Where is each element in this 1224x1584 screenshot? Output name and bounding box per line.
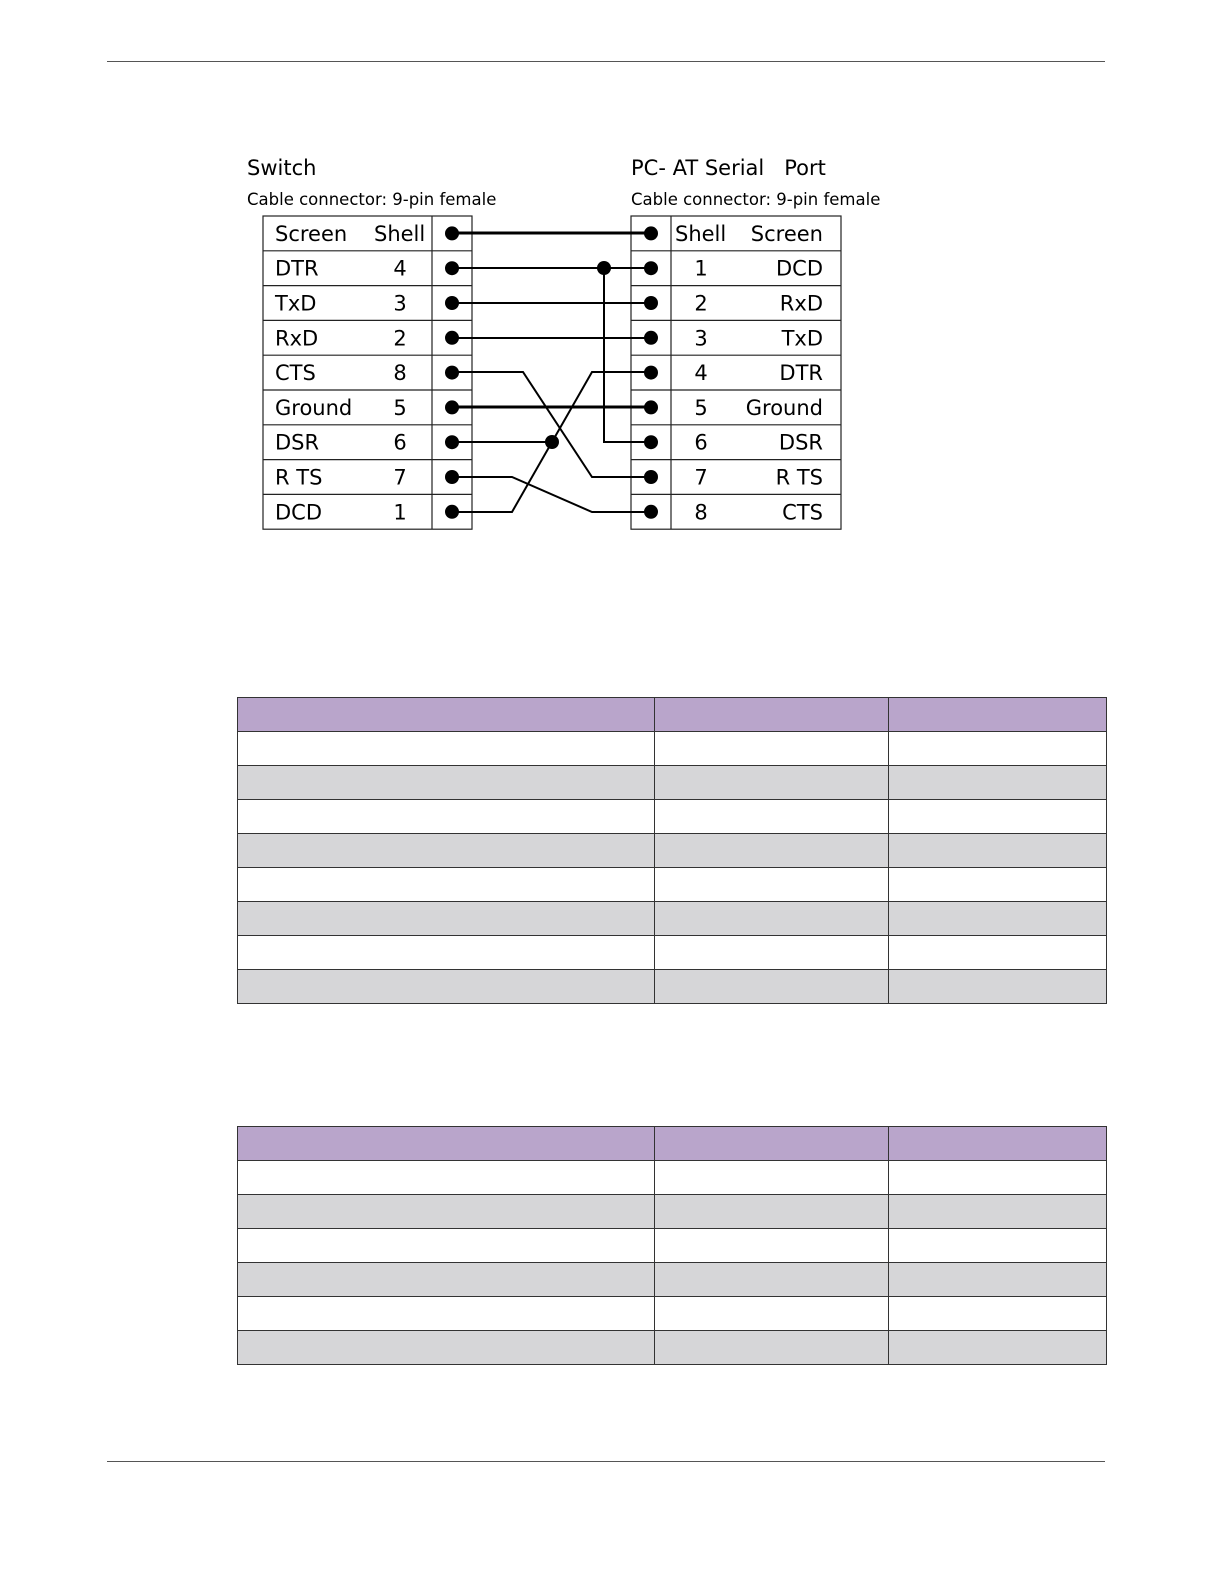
table-1 xyxy=(237,697,1107,1004)
left-pin-number: 8 xyxy=(393,361,407,386)
right-pin-dot xyxy=(644,331,658,345)
right-signal-label: RxD xyxy=(779,291,823,316)
left-signal-label: DCD xyxy=(275,500,323,525)
right-pin-number: Shell xyxy=(675,221,727,246)
left-signal-label: Screen xyxy=(275,221,348,246)
left-pin-labels xyxy=(274,222,425,524)
left-pin-dot xyxy=(445,226,459,240)
left-pin-dot xyxy=(445,505,459,519)
table-row xyxy=(238,1331,1107,1365)
table-header-row xyxy=(238,698,1107,732)
left-pin-number: 4 xyxy=(393,256,407,281)
left-pin-dot xyxy=(445,400,459,414)
right-pin-number: 6 xyxy=(694,430,708,455)
right-pin-dot xyxy=(644,435,658,449)
right-pin-number: 5 xyxy=(694,395,708,420)
right-signal-label: DSR xyxy=(778,430,823,455)
serial-cable-pinout-diagram xyxy=(0,0,1224,560)
left-pin-dot xyxy=(445,435,459,449)
table-row xyxy=(238,936,1107,970)
table-row xyxy=(238,732,1107,766)
wire-rts-cts xyxy=(452,477,651,512)
right-signal-label: R TS xyxy=(775,465,823,490)
right-pin-dot xyxy=(644,226,658,240)
right-connector-subtitle: Cable connector: 9-pin female xyxy=(631,190,881,209)
table-2 xyxy=(237,1126,1107,1365)
right-pin-dot xyxy=(644,470,658,484)
right-signal-label: DCD xyxy=(775,256,823,281)
table-row xyxy=(238,766,1107,800)
table-row xyxy=(238,834,1107,868)
left-signal-label: DTR xyxy=(275,256,319,281)
right-signal-label: TxD xyxy=(781,326,823,351)
left-pin-number: 7 xyxy=(393,465,407,490)
left-pin-number: Shell xyxy=(374,221,426,246)
right-signal-label: CTS xyxy=(782,500,823,525)
left-pin-number: 2 xyxy=(393,326,407,351)
left-signal-label: CTS xyxy=(275,361,316,386)
table-row xyxy=(238,970,1107,1004)
table-row xyxy=(238,1161,1107,1195)
wire-cts-rts xyxy=(452,372,651,477)
right-connector-title: PC- AT Serial Port xyxy=(631,156,826,180)
left-connector-title: Switch xyxy=(247,156,317,180)
table-row xyxy=(238,800,1107,834)
right-pin-number: 4 xyxy=(694,361,708,386)
junction-dot xyxy=(545,435,559,449)
right-pin-number: 3 xyxy=(694,326,708,351)
table-row xyxy=(238,1229,1107,1263)
right-pin-number: 2 xyxy=(694,291,708,316)
table-row xyxy=(238,868,1107,902)
table-row xyxy=(238,1195,1107,1229)
left-signal-label: TxD xyxy=(275,291,317,316)
table-row xyxy=(238,902,1107,936)
left-pin-dot xyxy=(445,261,459,275)
wiring xyxy=(452,233,651,512)
left-pin-dot xyxy=(445,331,459,345)
left-pin-dot xyxy=(445,470,459,484)
left-signal-label: R TS xyxy=(275,465,323,490)
left-signal-label: Ground xyxy=(275,395,353,420)
footer-rule xyxy=(107,1461,1105,1462)
right-signal-label: Screen xyxy=(750,221,823,246)
table-row xyxy=(238,1263,1107,1297)
right-pin-number: 7 xyxy=(694,465,708,490)
left-pin-dot xyxy=(445,296,459,310)
right-pin-dot xyxy=(644,366,658,380)
left-connector-subtitle: Cable connector: 9-pin female xyxy=(247,190,497,209)
left-signal-label: RxD xyxy=(275,326,319,351)
right-pin-dot xyxy=(644,261,658,275)
right-signal-label: Ground xyxy=(745,395,823,420)
left-pin-number: 3 xyxy=(393,291,407,316)
left-pin-dot xyxy=(445,366,459,380)
left-pin-number: 5 xyxy=(393,395,407,420)
left-pin-number: 1 xyxy=(393,500,407,525)
right-pin-dot xyxy=(644,296,658,310)
right-pin-labels xyxy=(675,222,823,524)
left-pin-number: 6 xyxy=(393,430,407,455)
right-pin-dot xyxy=(644,505,658,519)
table-row xyxy=(238,1297,1107,1331)
right-pin-number: 8 xyxy=(694,500,708,525)
right-signal-label: DTR xyxy=(779,361,823,386)
left-signal-label: DSR xyxy=(275,430,320,455)
table-header-row xyxy=(238,1127,1107,1161)
junction-dot xyxy=(597,261,611,275)
right-pin-number: 1 xyxy=(694,256,708,281)
right-pin-dot xyxy=(644,400,658,414)
